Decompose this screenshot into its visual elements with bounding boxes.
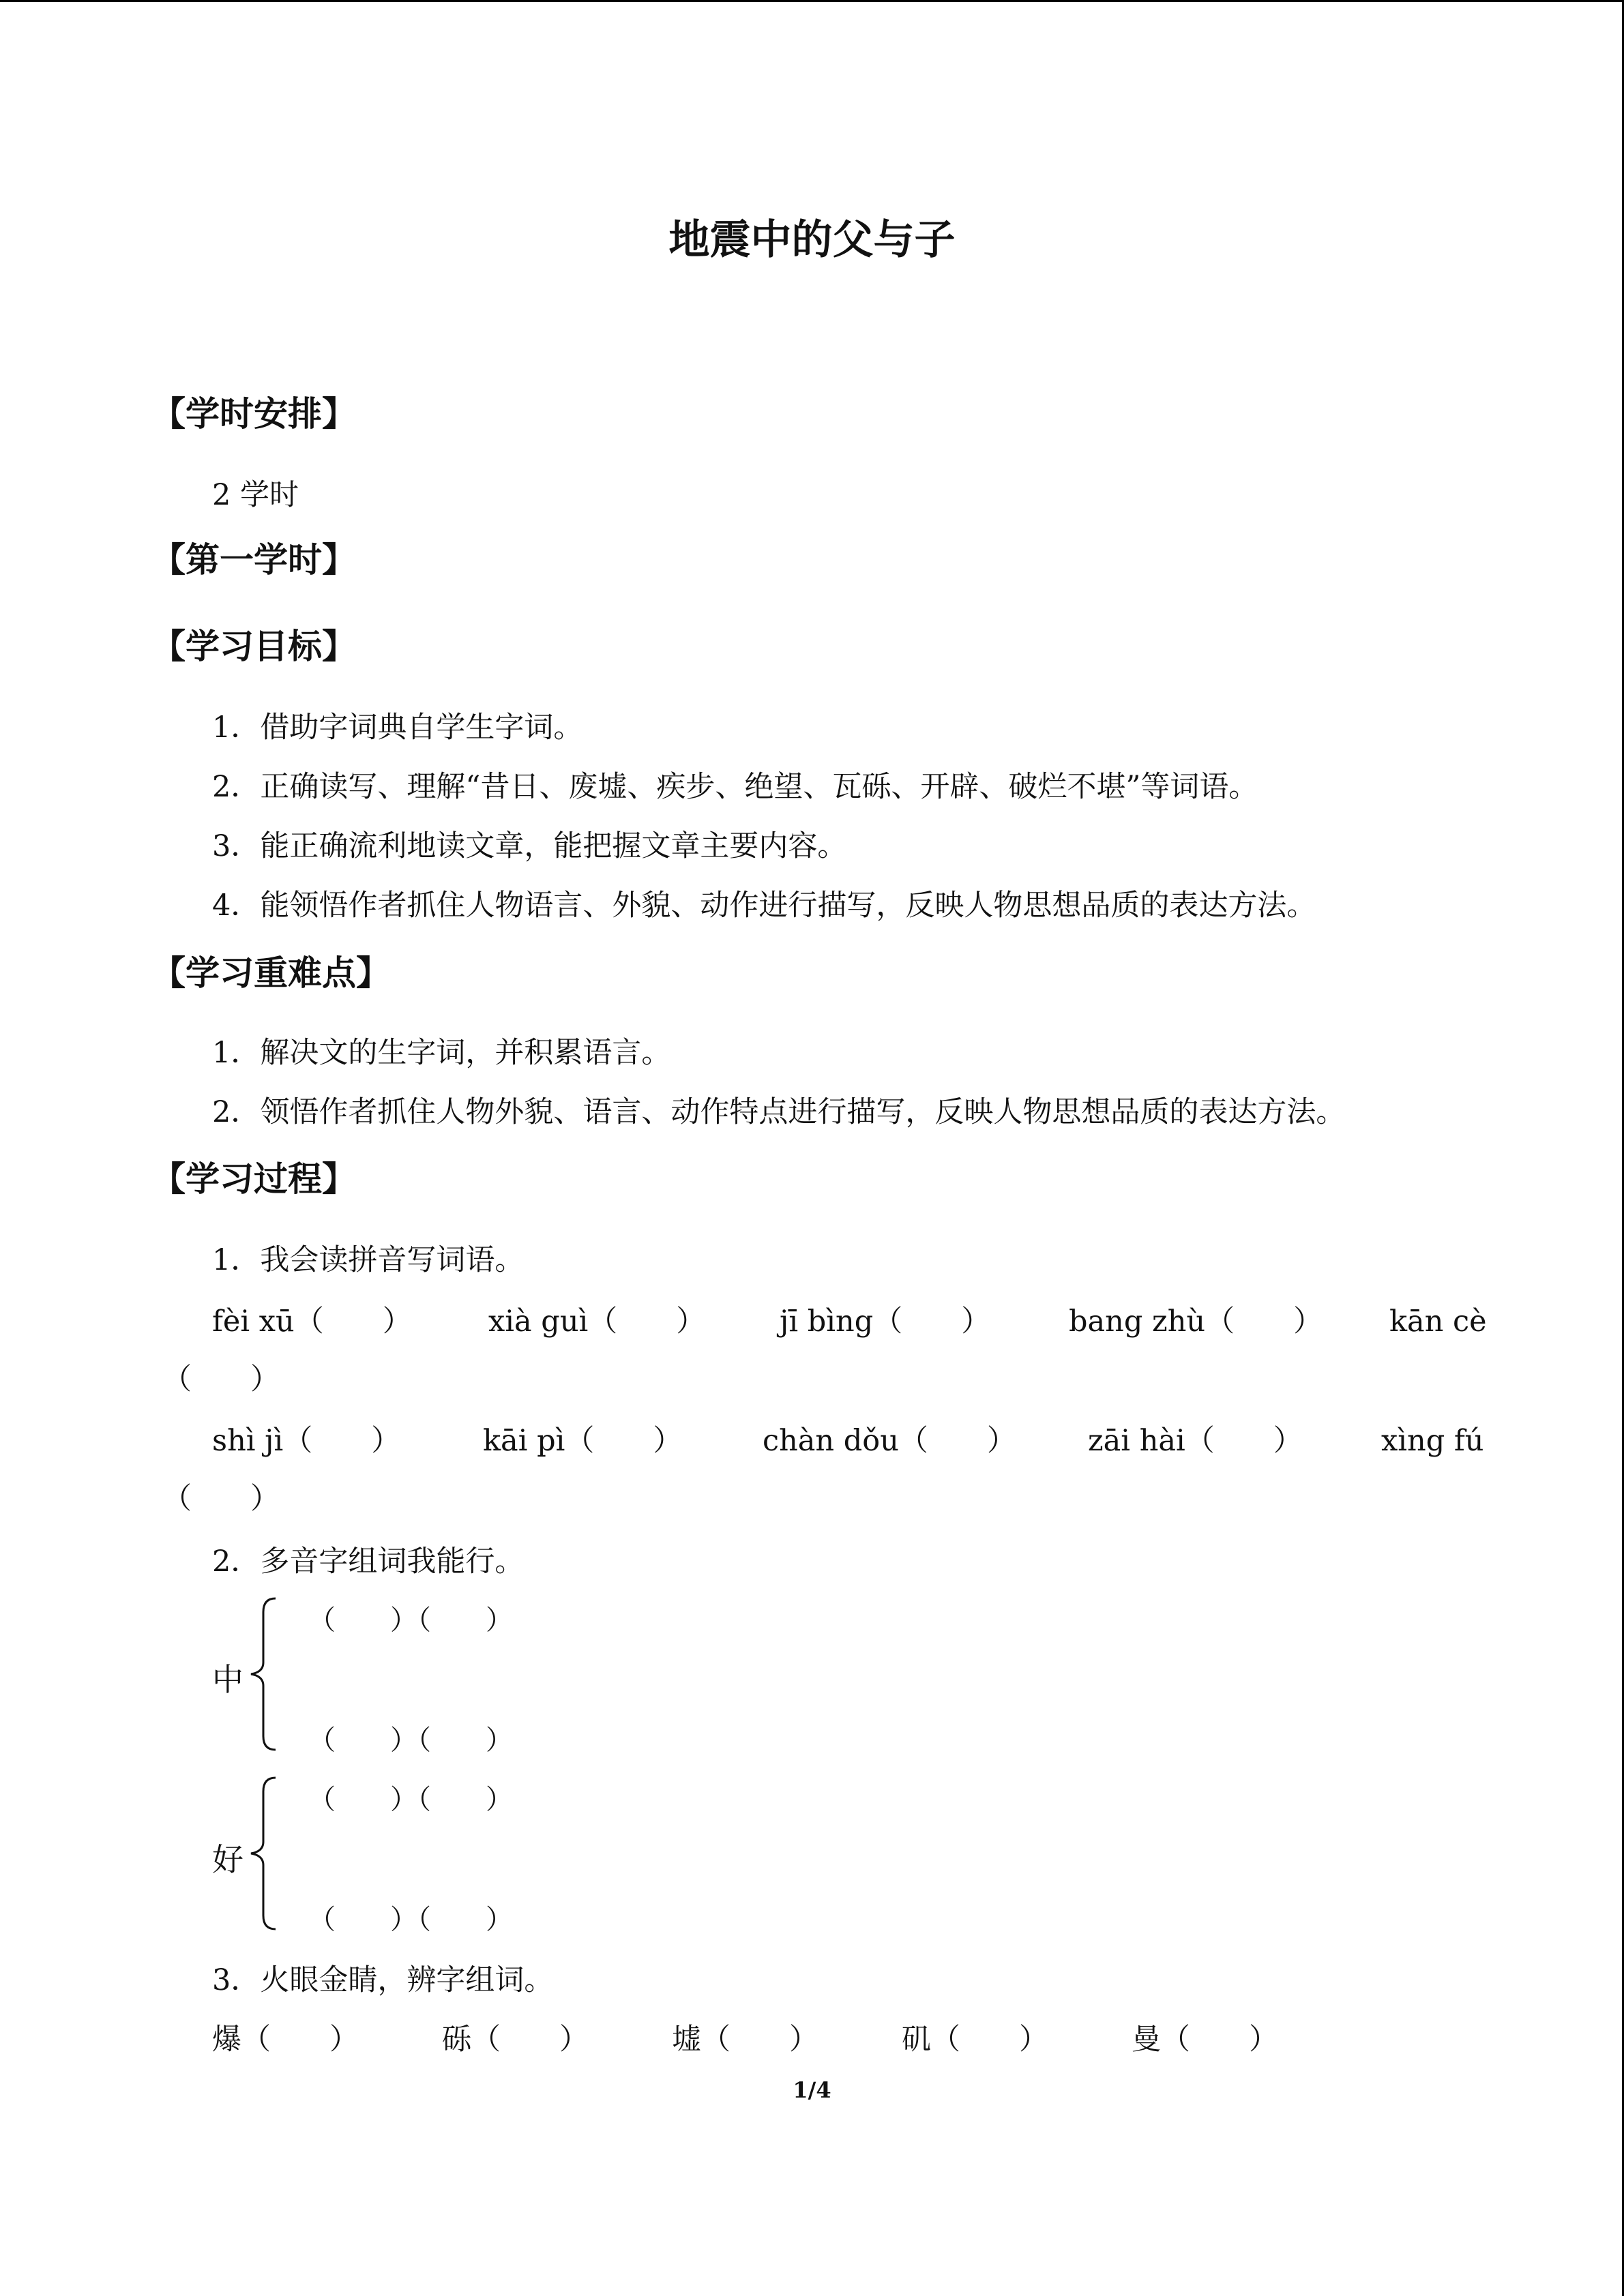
char-item: 矶（ ） [902, 2023, 1048, 2057]
page-number: 1/4 [793, 2077, 831, 2103]
char-item: 砾（ ） [442, 2023, 589, 2057]
page-title: 地震中的父与子 [668, 216, 956, 264]
goal-item: 2．正确读写、理解“昔日、废墟、疾步、绝望、瓦砾、开辟、破烂不堪”等词语。 [212, 770, 1258, 804]
pinyin-item: kān cè [1389, 1304, 1487, 1339]
polyphone-blanks-top: （ ）（ ） [308, 1605, 513, 1636]
heading-key-points: 【学习重难点】 [151, 953, 390, 993]
curly-brace-icon [246, 1596, 286, 1753]
char-item: 墟（ ） [672, 2023, 818, 2057]
polyphone-char: 中 [212, 1661, 243, 1698]
key-point-item: 1．解决文的生字词，并积累语言。 [212, 1036, 671, 1070]
schedule-text: 2 学时 [212, 478, 299, 512]
polyphone-char: 好 [212, 1841, 243, 1878]
task2-label: 2．多音字组词我能行。 [212, 1545, 525, 1579]
pinyin-item: zāi hài（ ） [1088, 1424, 1303, 1458]
pinyin-blank-wrap: （ ） [162, 1482, 280, 1516]
pinyin-item: xià guì（ ） [488, 1304, 706, 1339]
task1-label: 1．我会读拼音写词语。 [212, 1243, 525, 1277]
pinyin-item: chàn dǒu（ ） [763, 1424, 1016, 1458]
pinyin-item: fèi xū（ ） [212, 1304, 412, 1339]
pinyin-blank-wrap: （ ） [162, 1362, 280, 1397]
task3-label: 3．火眼金睛，辨字组词。 [212, 1963, 554, 1997]
char-item: 爆（ ） [212, 2023, 359, 2057]
pinyin-item: shì jì（ ） [212, 1424, 401, 1458]
pinyin-item: bang zhù（ ） [1069, 1304, 1323, 1339]
heading-goals: 【学习目标】 [151, 627, 356, 666]
polyphone-blanks-top: （ ）（ ） [308, 1784, 513, 1815]
goal-item: 1．借助字词典自学生字词。 [212, 711, 583, 745]
char-item: 曼（ ） [1132, 2023, 1278, 2057]
polyphone-blanks-bottom: （ ）（ ） [308, 1725, 513, 1756]
curly-brace-icon [246, 1775, 286, 1932]
pinyin-item: jī bìng（ ） [780, 1304, 991, 1339]
polyphone-blanks-bottom: （ ）（ ） [308, 1904, 513, 1935]
heading-first-period: 【第一学时】 [151, 540, 356, 580]
goal-item: 4．能领悟作者抓住人物语言、外貌、动作进行描写，反映人物思想品质的表达方法。 [212, 889, 1316, 923]
goal-item: 3．能正确流利地读文章，能把握文章主要内容。 [212, 829, 847, 863]
key-point-item: 2．领悟作者抓住人物外貌、语言、动作特点进行描写，反映人物思想品质的表达方法。 [212, 1095, 1346, 1129]
heading-schedule: 【学时安排】 [151, 394, 356, 434]
pinyin-item: xìng fú [1381, 1424, 1484, 1458]
pinyin-item: kāi pì（ ） [483, 1424, 683, 1458]
heading-process: 【学习过程】 [151, 1159, 356, 1199]
